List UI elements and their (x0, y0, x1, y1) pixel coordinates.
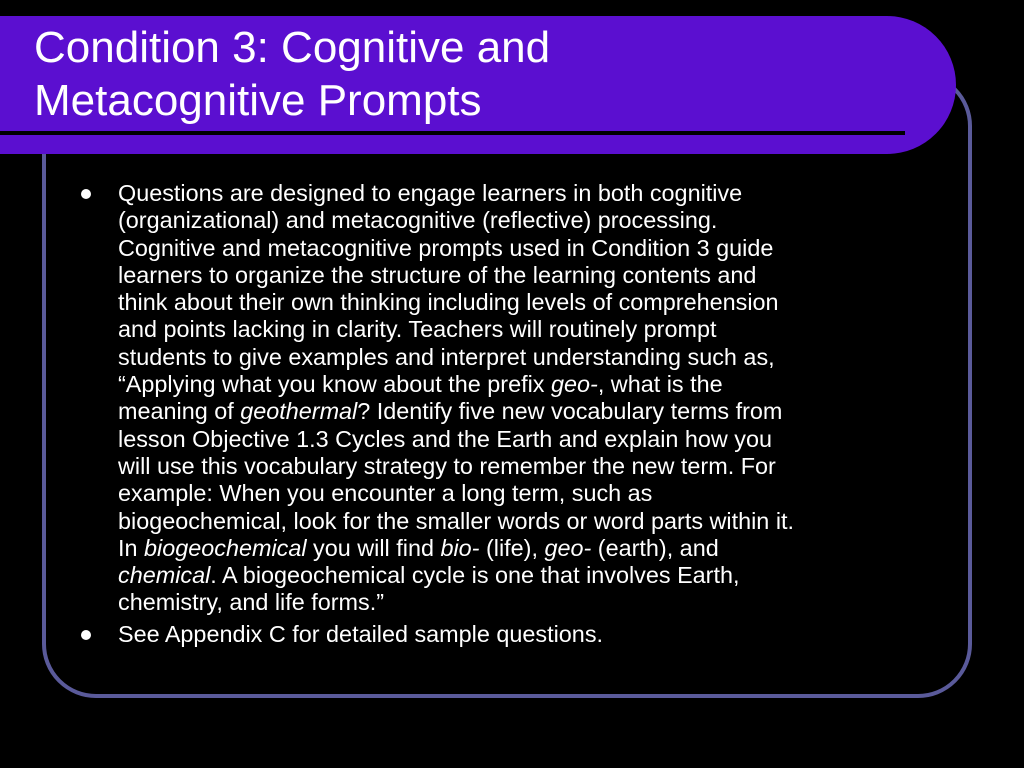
bullet-text-line (118, 371, 949, 398)
bullet-item (79, 180, 949, 617)
text-run: ? Identify five new vocabulary terms from (357, 398, 783, 425)
text-run: will use this vocabulary strategy to remember the new term. For (118, 452, 776, 479)
bullet-text-line (118, 398, 949, 425)
text-run: Cognitive and metacognitive prompts used in Condition 3 guide (118, 234, 774, 261)
bullet-list (79, 180, 949, 652)
bullet-text-line (118, 207, 949, 234)
bullet-text-line (118, 535, 949, 562)
text-run: students to give examples and interpret understanding such as, (118, 343, 775, 370)
text-run: chemistry, and life forms.” (118, 589, 385, 616)
text-run: “Applying what you know about the prefix (118, 371, 551, 398)
italic-term: geo- (550, 371, 598, 398)
bullet-item (79, 621, 949, 648)
text-run: biogeochemical, look for the smaller words or word parts within it. (118, 507, 795, 534)
text-run: and points lacking in clarity. Teachers will routinely prompt (118, 316, 717, 343)
slide-title-line-2: Metacognitive Prompts (34, 76, 482, 125)
slide-title-line-1: Condition 3: Cognitive and (34, 23, 551, 72)
title-divider (0, 131, 905, 135)
text-run: Questions are designed to engage learners in both cognitive (118, 180, 743, 206)
text-run: See Appendix C for detailed sample questions. (118, 620, 604, 647)
italic-term: chemical (118, 562, 211, 589)
text-run: (earth), and (591, 534, 719, 561)
text-run: , what is the (597, 371, 723, 398)
bullet-text-line (118, 426, 949, 453)
text-run: example: When you encounter a long term, such as (118, 480, 653, 507)
bullet-text-line (118, 316, 949, 343)
text-run: learners to organize the structure of the learning contents and (118, 261, 757, 288)
italic-term: bio- (440, 534, 480, 561)
bullet-text-line (118, 344, 949, 371)
text-run: lesson Objective 1.3 Cycles and the Earth and explain how you (118, 425, 773, 452)
bullet-text-line (118, 235, 949, 262)
bullet-text-line (118, 480, 949, 507)
text-run: (organizational) and metacognitive (reflective) processing. (118, 207, 718, 234)
bullet-text-line (118, 589, 949, 616)
text-run: (life), (479, 534, 545, 561)
bullet-dot-icon (81, 189, 91, 199)
italic-term: geo- (544, 534, 592, 561)
slide-title (34, 21, 914, 127)
bullet-text-line (118, 262, 949, 289)
bullet-text-line (118, 562, 949, 589)
bullet-dot-icon (81, 630, 91, 640)
bullet-text-line (118, 453, 949, 480)
bullet-text-line (118, 180, 949, 207)
text-run: meaning of (118, 398, 241, 425)
bullet-text-line (118, 621, 949, 648)
text-run: In (118, 534, 145, 561)
text-run: you will find (306, 534, 441, 561)
bullet-text-line (118, 508, 949, 535)
italic-term: geothermal (240, 398, 358, 425)
text-run: think about their own thinking including levels of comprehension (118, 289, 779, 316)
italic-term: biogeochemical (144, 534, 307, 561)
bullet-text-line (118, 289, 949, 316)
text-run: . A biogeochemical cycle is one that involves Earth, (210, 562, 740, 589)
